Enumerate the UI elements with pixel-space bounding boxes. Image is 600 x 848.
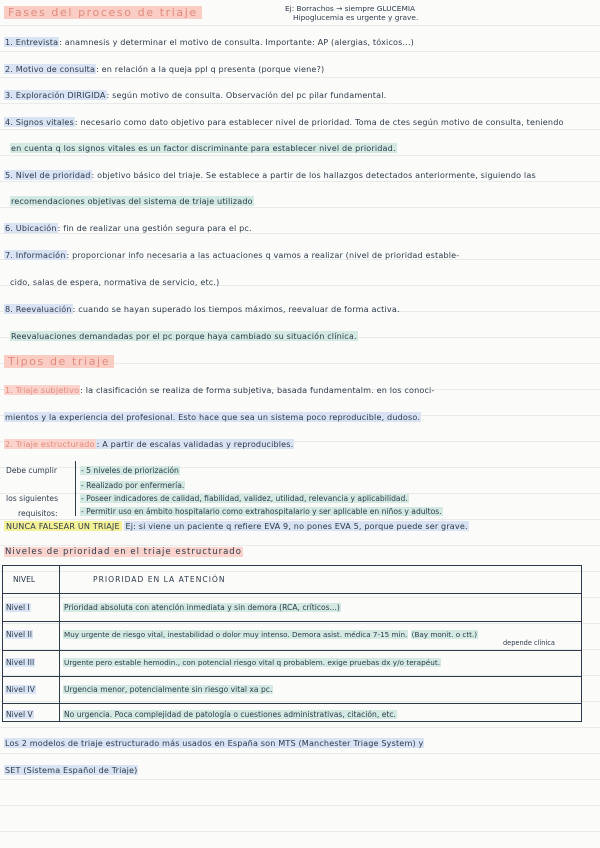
warning-line: NUNCA FALSEAR UN TRIAJE Ej: si viene un paciente q refiere EVA 9, no pones EVA 5, porque puede ser grave. <box>6 521 468 531</box>
fase-5: 5. Nivel de prioridad: objetivo básico del triaje. Se establece a partir de los hallazgos detectados anteriormente, siguiendo las <box>5 170 536 180</box>
table-row-divider <box>3 650 581 651</box>
table-row-5-desc: No urgencia. Poca complejidad de patología o cuestiones administrativas, citación, etc. <box>64 710 396 719</box>
note-line-1: Ej: Borrachos → siempre GLUCEMIA <box>285 4 416 13</box>
requisitos-label-3: requisitos: <box>18 509 58 518</box>
requisito-2: - Realizado por enfermería. <box>81 481 185 490</box>
table-row-divider <box>3 703 581 704</box>
table-row-3-desc: Urgente pero estable hemodin., con potencial riesgo vital q probablem. exige pruebas dx y/o terapéut. <box>64 658 441 667</box>
header-prioridad: PRIORIDAD EN LA ATENCIÓN <box>93 575 226 584</box>
header-nivel: NIVEL <box>13 575 36 584</box>
requisito-3: - Poseer indicadores de calidad, fiabilidad, validez, utilidad, relevancia y aplicabilidad. <box>81 494 408 503</box>
niveles-title: Niveles de prioridad en el triaje estructurado <box>5 547 242 557</box>
table-row-divider <box>3 593 581 594</box>
fase-5-cont: recomendaciones objetivas del sistema de triaje utilizado <box>11 196 253 206</box>
note-line-2: Hipoglucemia es urgente y grave. <box>293 13 419 22</box>
section-title-text: Tipos de triaje <box>4 355 114 368</box>
fase-4: 4. Signos vitales: necesario como dato objetivo para establecer nivel de prioridad. Toma de ctes según motivo de consulta, teniendo <box>5 117 564 127</box>
requisitos-label-2: los siguientes <box>6 494 59 503</box>
section-title-text: Fases del proceso de triaje <box>4 6 202 19</box>
table-row-1-nivel: Nivel I <box>6 603 30 612</box>
requisitos-label-1: Debe cumplir <box>6 466 57 475</box>
fase-8-cont: Reevaluaciones demandadas por el pc porque haya cambiado su situación clínica. <box>11 331 357 341</box>
fase-1: 1. Entrevista: anamnesis y determinar el motivo de consulta. Importante: AP (alergias, tóxicos...) <box>5 37 414 47</box>
section-title-fases <box>4 6 594 19</box>
requisito-1: - 5 niveles de priorización <box>81 466 179 475</box>
table-row-2-desc: Muy urgente de riesgo vital, inestabilidad o dolor muy intenso. Demora asist. médica 7-15 min. (Bay monit. o ctt.) <box>64 630 478 639</box>
table-row-5-nivel: Nivel V <box>6 710 33 719</box>
column-divider <box>59 566 60 721</box>
table-row-divider <box>3 621 581 622</box>
table-row-1-desc: Prioridad absoluta con atención inmediata y sin demora (RCA, críticos...) <box>64 603 340 612</box>
fase-2: 2. Motivo de consulta: en relación a la queja ppl q presenta (porque viene?) <box>5 64 325 74</box>
fase-3: 3. Exploración DIRIGIDA: según motivo de consulta. Observación del pc pilar fundamental. <box>5 90 387 100</box>
fase-6: 6. Ubicación: fin de realizar una gestión segura para el pc. <box>5 223 252 233</box>
table-row-2-nivel: Nivel II <box>6 630 32 639</box>
niveles-table <box>2 565 582 722</box>
fase-7: 7. Información: proporcionar info necesaria a las actuaciones q vamos a realizar (nivel de prioridad estable- <box>5 250 460 260</box>
triaje-subjetivo-cont: mientos y la experiencia del profesional. Esto hace que sea un sistema poco reproducible, dudoso. <box>5 412 421 422</box>
table-row-4-nivel: Nivel IV <box>6 685 35 694</box>
table-row-2-extra: depende clínica <box>503 639 555 647</box>
section-title-tipos <box>4 355 594 368</box>
modelos-line-1: Los 2 modelos de triaje estructurado más usados en España son MTS (Manchester Triage System) y <box>5 738 424 748</box>
triaje-subjetivo: 1. Triaje subjetivo: la clasificación se realiza de forma subjetiva, basada fundamentalm. en los conoci- <box>5 385 435 395</box>
requisito-4: - Permitir uso en ámbito hospitalario como extrahospitalario y ser aplicable en niños y adultos. <box>81 507 442 516</box>
modelos-line-2: SET (Sistema Español de Triaje) <box>5 765 138 775</box>
table-row-3-nivel: Nivel III <box>6 658 35 667</box>
fase-4-cont: en cuenta q los signos vitales es un factor discriminante para establecer nivel de prioridad. <box>11 143 396 153</box>
table-row-divider <box>3 676 581 677</box>
fase-7-cont: cido, salas de espera, normativa de servicio, etc.) <box>10 277 220 287</box>
fase-8: 8. Reevaluación: cuando se hayan superado los tiempos máximos, reevaluar de forma activa. <box>5 304 400 314</box>
triaje-estructurado: 2. Triaje estructurado : A partir de escalas validadas y reproducibles. <box>5 439 294 449</box>
table-row-4-desc: Urgencia menor, potencialmente sin riesgo vital xa pc. <box>64 685 273 694</box>
